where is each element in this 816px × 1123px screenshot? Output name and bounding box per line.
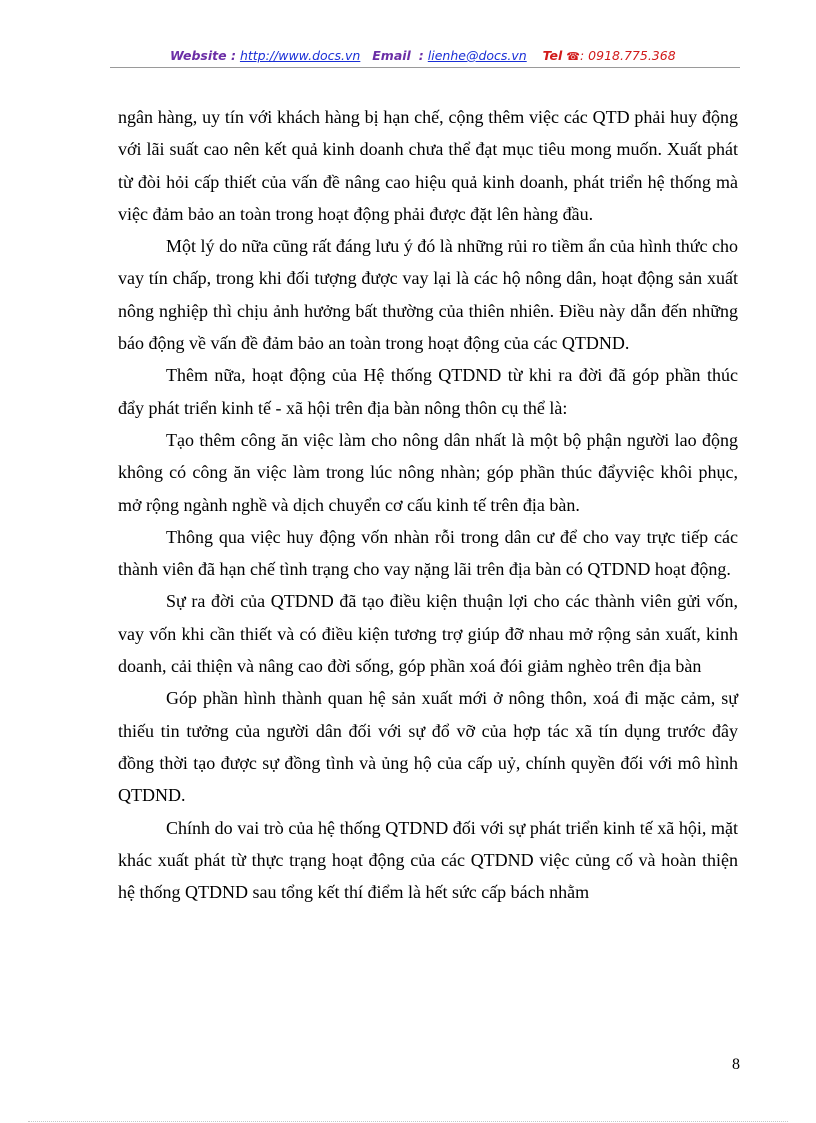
header-divider (110, 67, 740, 68)
website-link[interactable]: http://www.docs.vn (239, 48, 361, 63)
paragraph: Góp phần hình thành quan hệ sản xuất mới ở nông thôn, xoá đi mặc cảm, sự thiếu tin tưởng của người dân đối với sự đổ vỡ của hợp tác xã tín dụng trước đây đồng thời tạo được sự đồng tình và ủng hộ của cấp uỷ, chính quyền đối với mô hình QTDND. (118, 688, 738, 806)
document-body (118, 101, 738, 908)
paragraph: Thông qua việc huy động vốn nhàn rỗi trong dân cư để cho vay trực tiếp các thành viên đã hạn chế tình trạng cho vay nặng lãi trên địa bàn có QTDND hoạt động. (118, 526, 738, 580)
page-header (110, 48, 740, 63)
phone-icon: ☎ (566, 50, 580, 63)
paragraph: Tạo thêm công ăn việc làm cho nông dân nhất là một bộ phận người lao động không có công ăn việc làm trong lúc nông nhàn; góp phần thúc đẩyviệc khôi phục, mở rộng ngành nghề và dịch chuyển cơ cấu kinh tế trên địa bàn. (118, 429, 738, 515)
email-link[interactable]: lienhe@docs.vn (427, 48, 527, 63)
email-separator: : (418, 48, 424, 63)
paragraph: Sự ra đời của QTDND đã tạo điều kiện thuận lợi cho các thành viên gửi vốn, vay vốn khi cần thiết và có điều kiện tương trợ giúp đỡ nhau mở rộng sản xuất, kinh doanh, cải thiện và nâng cao đời sống, góp phần xoá đói giảm nghèo trên địa bàn (118, 591, 738, 677)
paragraph: Một lý do nữa cũng rất đáng lưu ý đó là những rủi ro tiềm ẩn của hình thức cho vay tín chấp, trong khi đối tượng được vay lại là các hộ nông dân, hoạt động sản xuất nông nghiệp thì chịu ảnh hưởng bất thường của thiên nhiên. Điều này dẫn đến những báo động về vấn đề đảm bảo an toàn trong hoạt động của các QTDND. (118, 236, 738, 354)
paragraph: Thêm nữa, hoạt động của Hệ thống QTDND từ khi ra đời đã góp phần thúc đẩy phát triển kinh tế - xã hội trên địa bàn nông thôn cụ thể là: (118, 365, 738, 418)
tel-number: : 0918.775.368 (580, 48, 676, 63)
paragraph: Chính do vai trò của hệ thống QTDND đối với sự phát triển kinh tế xã hội, mặt khác xuất phát từ thực trạng hoạt động của các QTDND việc củng cố và hoàn thiện hệ thống QTDND sau tổng kết thí điểm là hết sức cấp bách nhằm (118, 817, 738, 903)
email-label: Email (372, 48, 411, 63)
website-label: Website : (170, 48, 236, 63)
page-bottom-border (28, 1121, 788, 1122)
tel-label: Tel (542, 48, 563, 63)
paragraph: ngân hàng, uy tín với khách hàng bị hạn chế, cộng thêm việc các QTD phải huy động với lãi suất cao nên kết quả kinh doanh chưa thể đạt mục tiêu mong muốn. Xuất phát từ đòi hỏi cấp thiết của vấn đề nâng cao hiệu quả kinh doanh, phát triển hệ thống mà việc đảm bảo an toàn trong hoạt động phải được đặt lên hàng đầu. (118, 107, 738, 224)
page-number: 8 (732, 1056, 740, 1073)
